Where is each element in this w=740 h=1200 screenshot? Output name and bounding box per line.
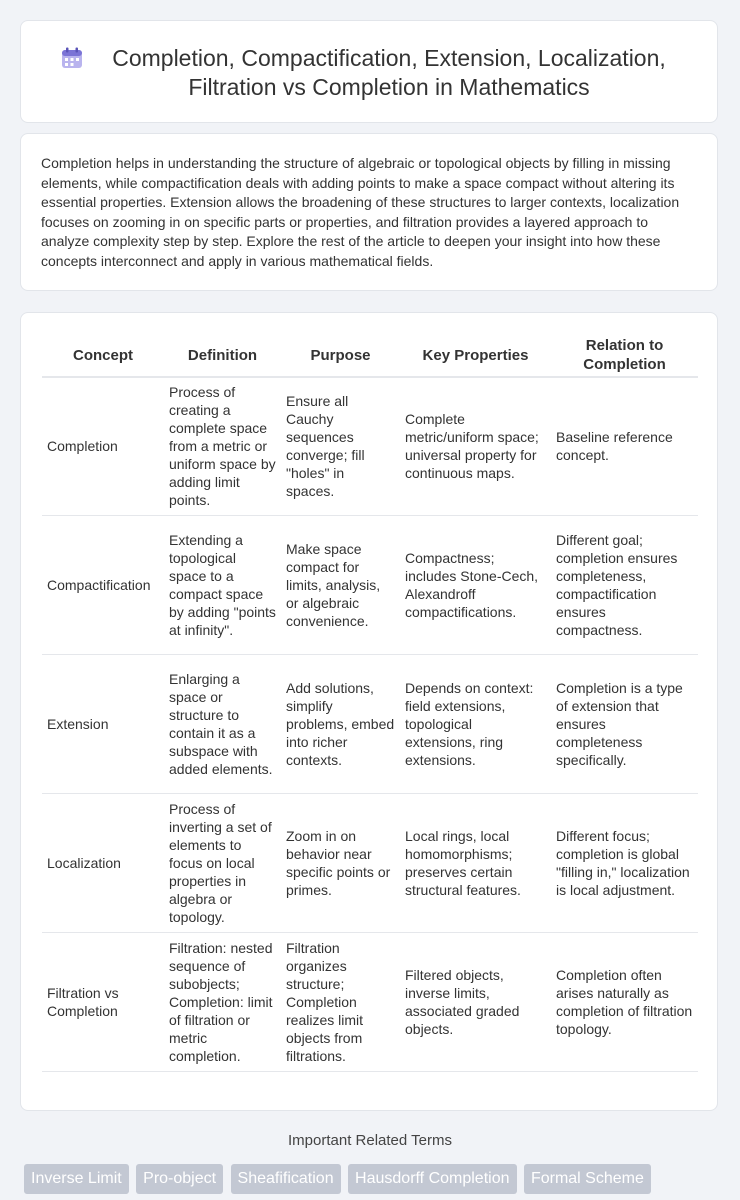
table-cell: Compactification [42,515,164,654]
related-term-tag[interactable]: Inverse Limit [24,1164,129,1194]
table-cell: Extending a topological space to a compact space by adding "points at infinity". [164,515,281,654]
table-cell: Complete metric/uniform space; universal property for continuous maps. [400,377,551,515]
column-header: Purpose [281,334,400,377]
table-cell: Add solutions, simplify problems, embed into richer contexts. [281,654,400,793]
table-cell: Process of inverting a set of elements to focus on local properties in algebra or topology. [164,793,281,932]
table-cell: Extension [42,654,164,793]
table-row [42,932,698,1071]
table-cell: Completion often arises naturally as completion of filtration topology. [551,932,698,1071]
table-cell: Ensure all Cauchy sequences converge; fill "holes" in spaces. [281,377,400,515]
related-term-tag[interactable]: Sheafification [231,1164,341,1194]
related-term-tag[interactable]: Pro-object [136,1164,223,1194]
table-cell: Different focus; completion is global "filling in," localization is local adjustment. [551,793,698,932]
table-cell: Local rings, local homomorphisms; preserves certain structural features. [400,793,551,932]
table-cell: Compactness; includes Stone-Cech, Alexandroff compactifications. [400,515,551,654]
table-cell: Filtered objects, inverse limits, associated graded objects. [400,932,551,1071]
column-header: Relation to Completion [551,334,698,377]
page-title: Completion, Compactification, Extension, Localization, Filtration vs Completion in Mathematics [112,45,666,100]
comparison-table-card [20,312,718,1111]
table-cell: Completion is a type of extension that ensures completeness specifically. [551,654,698,793]
column-header: Key Properties [400,334,551,377]
table-header-row [42,334,698,377]
column-header: Concept [42,334,164,377]
table-cell: Localization [42,793,164,932]
table-row [42,377,698,515]
related-terms-list [24,1164,730,1196]
comparison-table [42,334,698,1072]
table-cell: Filtration vs Completion [42,932,164,1071]
related-term-tag[interactable]: Formal Scheme [524,1164,651,1194]
table-cell: Different goal; completion ensures completeness, compactification ensures compactness. [551,515,698,654]
intro-text: Completion helps in understanding the structure of algebraic or topological objects by filling in missing elements, while compactification deals with adding points to make a space compact without altering its essential properties. Extension allows the broadening of these structures to larger contexts, localization focuses on zooming in on specific parts or properties, and filtration provides a layered approach to analyze complexity step by step. Explore the rest of the article to deepen your insight into how these concepts interconnect and apply in various mathematical fields. [41,155,680,269]
related-term-tag[interactable]: Hausdorff Completion [348,1164,516,1194]
header-card [20,20,718,123]
table-row [42,515,698,654]
table-cell: Depends on context: field extensions, topological extensions, ring extensions. [400,654,551,793]
table-cell: Filtration: nested sequence of subobjects; Completion: limit of filtration or metric completion. [164,932,281,1071]
table-cell: Make space compact for limits, analysis, or algebraic convenience. [281,515,400,654]
table-cell: Enlarging a space or structure to contain it as a subspace with added elements. [164,654,281,793]
table-row [42,654,698,793]
column-header: Definition [164,334,281,377]
related-terms-title: Important Related Terms [288,1132,452,1149]
intro-card [20,133,718,291]
table-cell: Process of creating a complete space from a metric or uniform space by adding limit points. [164,377,281,515]
table-cell: Filtration organizes structure; Completion realizes limit objects from filtrations. [281,932,400,1071]
table-row [42,793,698,932]
table-cell: Zoom in on behavior near specific points or primes. [281,793,400,932]
table-cell: Completion [42,377,164,515]
table-cell: Baseline reference concept. [551,377,698,515]
